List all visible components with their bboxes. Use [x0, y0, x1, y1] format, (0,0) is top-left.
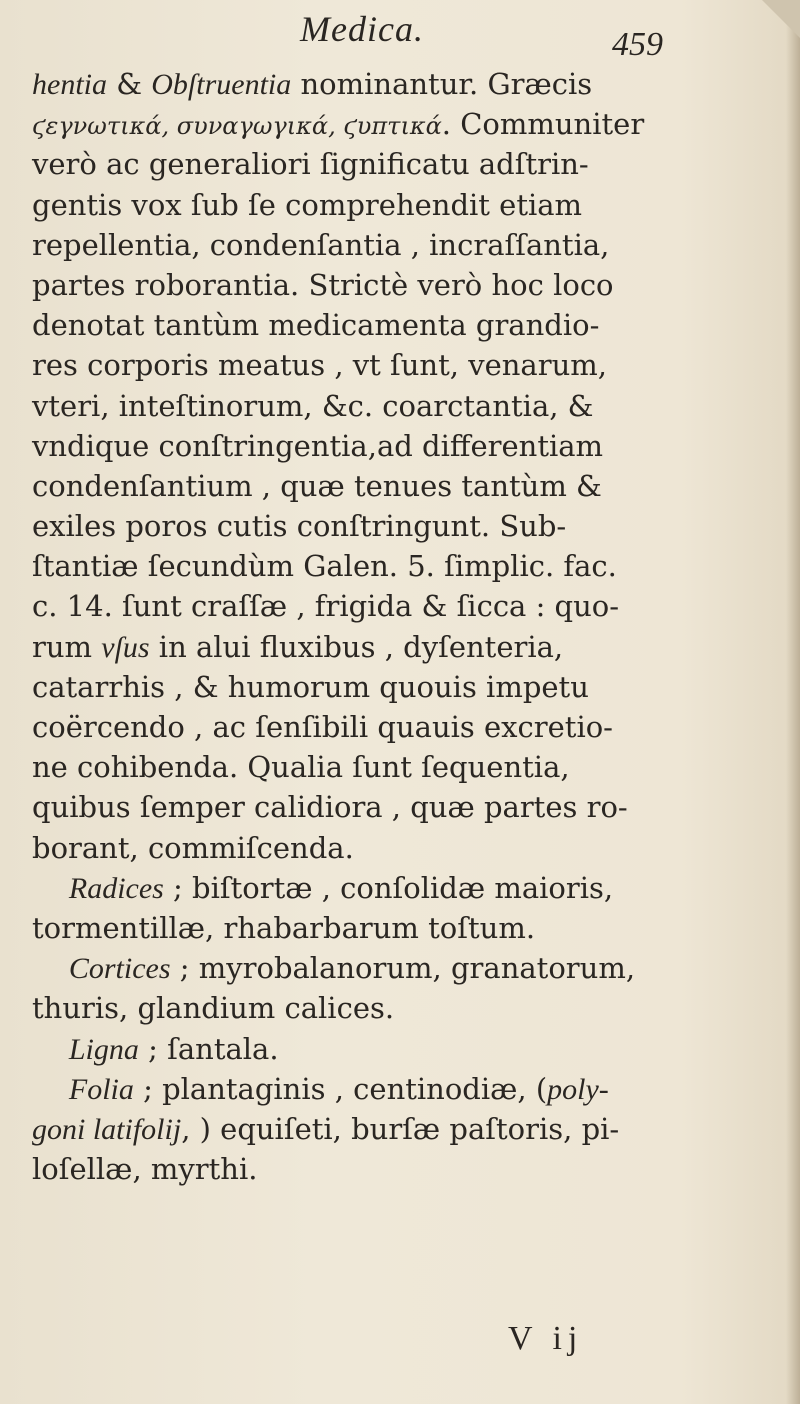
text-line	[32, 988, 752, 1028]
text-line	[32, 144, 752, 184]
text-segment: borant, commiſcenda.	[32, 830, 354, 865]
text-segment: vteri, inteſtinorum, &c. coarctantia, &	[32, 388, 594, 423]
text-line	[32, 787, 752, 827]
body-text	[32, 64, 752, 1189]
text-segment: ; biſtortæ , conſolidæ maioris,	[163, 870, 614, 905]
text-segment: Obſtruentia	[151, 68, 292, 101]
text-segment: ; myrobalanorum, granatorum,	[170, 951, 636, 986]
text-line	[32, 104, 752, 144]
text-segment: exiles poros cutis conſtringunt. Sub-	[32, 509, 567, 544]
text-segment: quibus ſemper calidiora , quæ partes ro-	[32, 790, 628, 825]
text-segment: repellentia, condenſantia , incraſſantia,	[32, 227, 610, 262]
text-segment: poly-	[547, 1072, 609, 1106]
text-line	[32, 747, 752, 787]
text-line	[32, 1149, 752, 1189]
text-segment: Folia	[68, 1072, 134, 1106]
text-line	[32, 828, 752, 868]
text-line	[32, 868, 752, 908]
text-segment: thuris, glandium calices.	[32, 991, 395, 1026]
page-header	[0, 6, 800, 66]
text-line	[32, 1069, 752, 1109]
text-line	[32, 265, 752, 305]
text-line	[32, 386, 752, 426]
text-line	[32, 1029, 752, 1069]
text-line	[32, 506, 752, 546]
text-segment: ; plantaginis , centinodiæ, (	[133, 1071, 548, 1106]
text-segment: c. 14. ſunt craſſæ , frigida & ſicca : quo-	[32, 589, 620, 624]
text-line	[32, 1109, 752, 1149]
text-segment: coërcendo , ac ſenſibili quauis excretio-	[32, 710, 613, 744]
text-line	[32, 948, 752, 988]
text-segment: vſus	[101, 630, 150, 664]
text-segment: , ) equiſeti, burſæ paſtoris, pi-	[181, 1111, 620, 1146]
text-segment	[32, 1072, 69, 1106]
text-line	[32, 305, 752, 345]
text-line	[32, 908, 752, 948]
text-segment	[32, 1032, 69, 1066]
text-segment: vndique conſtringentia,ad differentiam	[32, 428, 604, 463]
text-segment: denotat tantùm medicamenta grandio-	[32, 308, 600, 343]
text-segment: res corporis meatus , vt ſunt, venarum,	[32, 348, 607, 383]
text-segment: partes roborantia. Strictè verò hoc loco	[32, 267, 614, 302]
text-segment: tormentillæ, rhabarbarum toſtum.	[32, 910, 536, 945]
text-line	[32, 185, 752, 225]
text-line	[32, 627, 752, 667]
text-line	[32, 64, 752, 104]
text-line	[32, 667, 752, 707]
text-segment: ϛεγνωτικά, συναγωγικά, ϛυπτικά	[32, 112, 442, 141]
running-head: Medica.	[300, 9, 424, 49]
text-segment: &	[107, 67, 152, 101]
text-segment: ſtantiæ ſecundùm Galen. 5. ſimplic. fac.	[32, 549, 617, 584]
text-segment: ne cohibenda. Qualia ſunt ſequentia,	[32, 750, 570, 785]
text-line	[32, 345, 752, 385]
text-segment: loſellæ, myrthi.	[32, 1152, 258, 1187]
text-line	[32, 225, 752, 265]
text-segment: goni latifolij	[32, 1112, 182, 1146]
text-segment: catarrhis , & humorum quouis impetu	[32, 669, 589, 704]
text-segment: Radices	[68, 871, 164, 905]
text-line	[32, 546, 752, 586]
signature-mark: V ij	[508, 1320, 584, 1357]
text-line	[32, 707, 752, 747]
text-line	[32, 586, 752, 626]
text-segment: . Communiter	[441, 107, 645, 142]
text-segment: Cortices	[68, 952, 171, 986]
text-segment: in alui fluxibus , dyſenteria,	[149, 629, 564, 664]
text-line	[32, 466, 752, 506]
page-edge-shadow	[786, 0, 800, 1404]
text-segment: condenſantium , quæ tenues tantùm &	[32, 468, 602, 503]
text-segment: verò ac generaliori ſignificatu adſtrin-	[32, 147, 589, 182]
text-segment: ; ſantala.	[138, 1031, 279, 1066]
text-segment: hentia	[32, 68, 107, 101]
text-segment: gentis vox ſub ſe comprehendit etiam	[32, 187, 583, 222]
text-segment	[32, 951, 69, 985]
text-segment	[32, 871, 69, 905]
text-segment: nominantur. Græcis	[291, 67, 593, 101]
text-line	[32, 426, 752, 466]
page-number: 459	[612, 26, 663, 63]
text-segment: rum	[32, 629, 102, 664]
text-segment: Ligna	[68, 1032, 139, 1066]
